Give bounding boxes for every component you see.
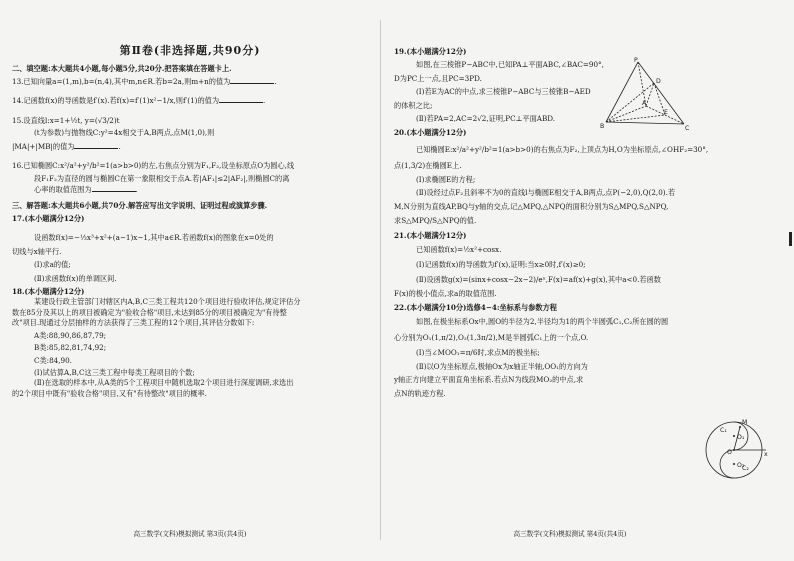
left-page	[12, 36, 368, 399]
point-m	[739, 426, 741, 428]
edge-pc	[638, 62, 684, 124]
question-14: 14.记函数f(x)的导函数是f′(x).若f(x)=f′(1)x²−1/x,则f′(1)的值为 .	[12, 95, 266, 105]
edge-bc	[606, 122, 684, 124]
edge-ba	[606, 106, 646, 122]
right-footer: 高三数学(文科)模拟测试 第4页(共4页)	[513, 530, 627, 538]
page-divider	[380, 20, 381, 540]
part3-heading: 三、解答题:本大题共6小题,共70分.解答应写出文字说明、证明过程或演算步骤.	[12, 201, 268, 211]
label-m: M	[742, 419, 748, 426]
point-o2	[733, 463, 735, 465]
question-16: 16.已知椭圆C:x²/a²+y²/b²=1(a>b>0)的左,右焦点分别为F₁,F₂,设坐标原点O为圆心,线 段F₁F₂为直径的圆与椭圆C在第一象限相交于点A.若|AF₁|≤2|AF₂|,则椭圆C的离 心率的取值范围为 .	[12, 160, 295, 194]
question-17: 17.(本小题满分12分) 设函数f(x)=−⅓x³+x²+(a−1)x−1,其中a∈R.若函数f(x)的图象在x=0处的 切线与x轴平行. (Ⅰ)求a的值; (Ⅱ)求函数f(x)的单调区间.	[12, 214, 274, 283]
label-o1: O₁	[737, 434, 745, 441]
question-21: 21.(本小题满分12分) 已知函数f(x)=½x²+cosx. (Ⅰ)记函数f(x)的导函数为f′(x),证明:当x≥0时,f′(x)≥0; (Ⅱ)设函数g(x)=(sinx+cosx−2x−2)/eˣ,F(x)=af(x)+g(x),其中a<0.若函数 F(x)的极小值点,求a的取值范围.	[394, 231, 661, 299]
question-19: 19.(本小题满分12分) 如图,在三棱锥P−ABC中,已知PA⊥平面ABC,∠BAC=90°, D为PC上一点,且PC=3PD. (Ⅰ)若E为AC的中点,求三棱锥P−ABC与三棱锥B−AED 的体积之比; (Ⅱ)若PA=2,AC=2√2,证明,PC⊥平面ABD.	[394, 47, 604, 124]
question-22: 22.(本小题满分10分)选修4−4:坐标系与参数方程 如图,在极坐标系Ox中,圆O的半径为2,半径均为1的两个半圆弧C₁,C₂所在圆的圆 心分别为O₁(1,π/2),O₂(1,3π/2),M是半圆弧C₁上的一个点,O. (Ⅰ)当∠MOO₁=π/6时,求点M的极坐标; (Ⅱ)以O为坐标原点,极轴Ox为x轴正半轴,OO₁的方向为 y轴正方向建立平面直角坐标系.若点N为线段MO₂的中点,求 点N的轨迹方程.	[394, 302, 669, 398]
label-p: P	[634, 57, 638, 64]
question-20: 20.(本小题满分12分) 已知椭圆E:x²/a²+y²/b²=1(a>b>0)的右焦点为F₂,上顶点为H,O为坐标原点,∠OHF₂=30°, 点(1,3/2)在椭圆E上. (Ⅰ)求椭圆E的方程; (Ⅱ)设经过点F₂且斜率不为0的直线l与椭圆E相交于A,B两点,点P(−2,0),Q(2,0).若 M,N分别为直线AP,BQ与y轴的交点,记△MPQ,△NPQ的面积分别为S△MPQ,S△NPQ, 求S△MPQ/S△NPQ的值.	[394, 128, 709, 226]
label-o2: O₂	[737, 462, 745, 469]
label-e: E	[664, 109, 668, 116]
left-footer: 高三数学(文科)模拟测试 第3页(共4页)	[133, 530, 247, 538]
label-c: C	[685, 125, 690, 132]
section-title: 第Ⅱ卷(非选择题,共90分)	[119, 44, 261, 57]
label-c1: C₁	[720, 427, 727, 434]
label-x: x	[764, 451, 768, 458]
point-o	[733, 449, 735, 451]
pyramid-figure	[598, 56, 694, 132]
label-d: D	[656, 78, 661, 85]
label-b: B	[600, 123, 605, 130]
question-13: 13.已知向量a=(1,m),b=(n,4),其中m,n∈R.若b=2a,则m+n的值为 .	[12, 77, 277, 87]
part2-heading: 二、填空题:本大题共4小题,每小题5分,共20分.把答案填在答题卡上.	[12, 64, 232, 73]
label-c2: C₂	[742, 465, 749, 472]
edge-be	[606, 115, 665, 122]
edge-pb	[606, 62, 638, 122]
question-15: 15.设直线l:x=1+½t, y=(√3/2)t (t为参数)与抛物线C:y²=4x相交于A,B两点,点M(1,0),则 |MA|+|MB|的值为 .	[12, 116, 215, 152]
point-o1	[733, 435, 735, 437]
question-18: 18.(本小题满分12分) 某建设行政主管部门对辖区内A,B,C三类工程共120个项目进行验收评估,规定评估分 数在85分及其以上的项目被确定为"验收合格"项目,未达到85分的项目被确定为"有待整 改"项目.现通过分层抽样的方法获得了三类工程的12个项目,其评估分数如下: A类:88,90,86,87,79; B类:85,82,81,74,92; C类:84,90. (Ⅰ)试估算A,B,C这三类工程中每类工程项目的个数; (Ⅱ)在选取的样本中,从A类的5个工程项目中随机选取2个项目进行深度调研,求选出 的2个项目中既有"验收合格"项目,又有"有待整改"项目的概率.	[12, 287, 301, 398]
polar-circles-figure	[700, 408, 770, 492]
label-a: A	[642, 100, 647, 107]
label-o: O	[727, 449, 732, 456]
edge-mark	[789, 232, 792, 246]
